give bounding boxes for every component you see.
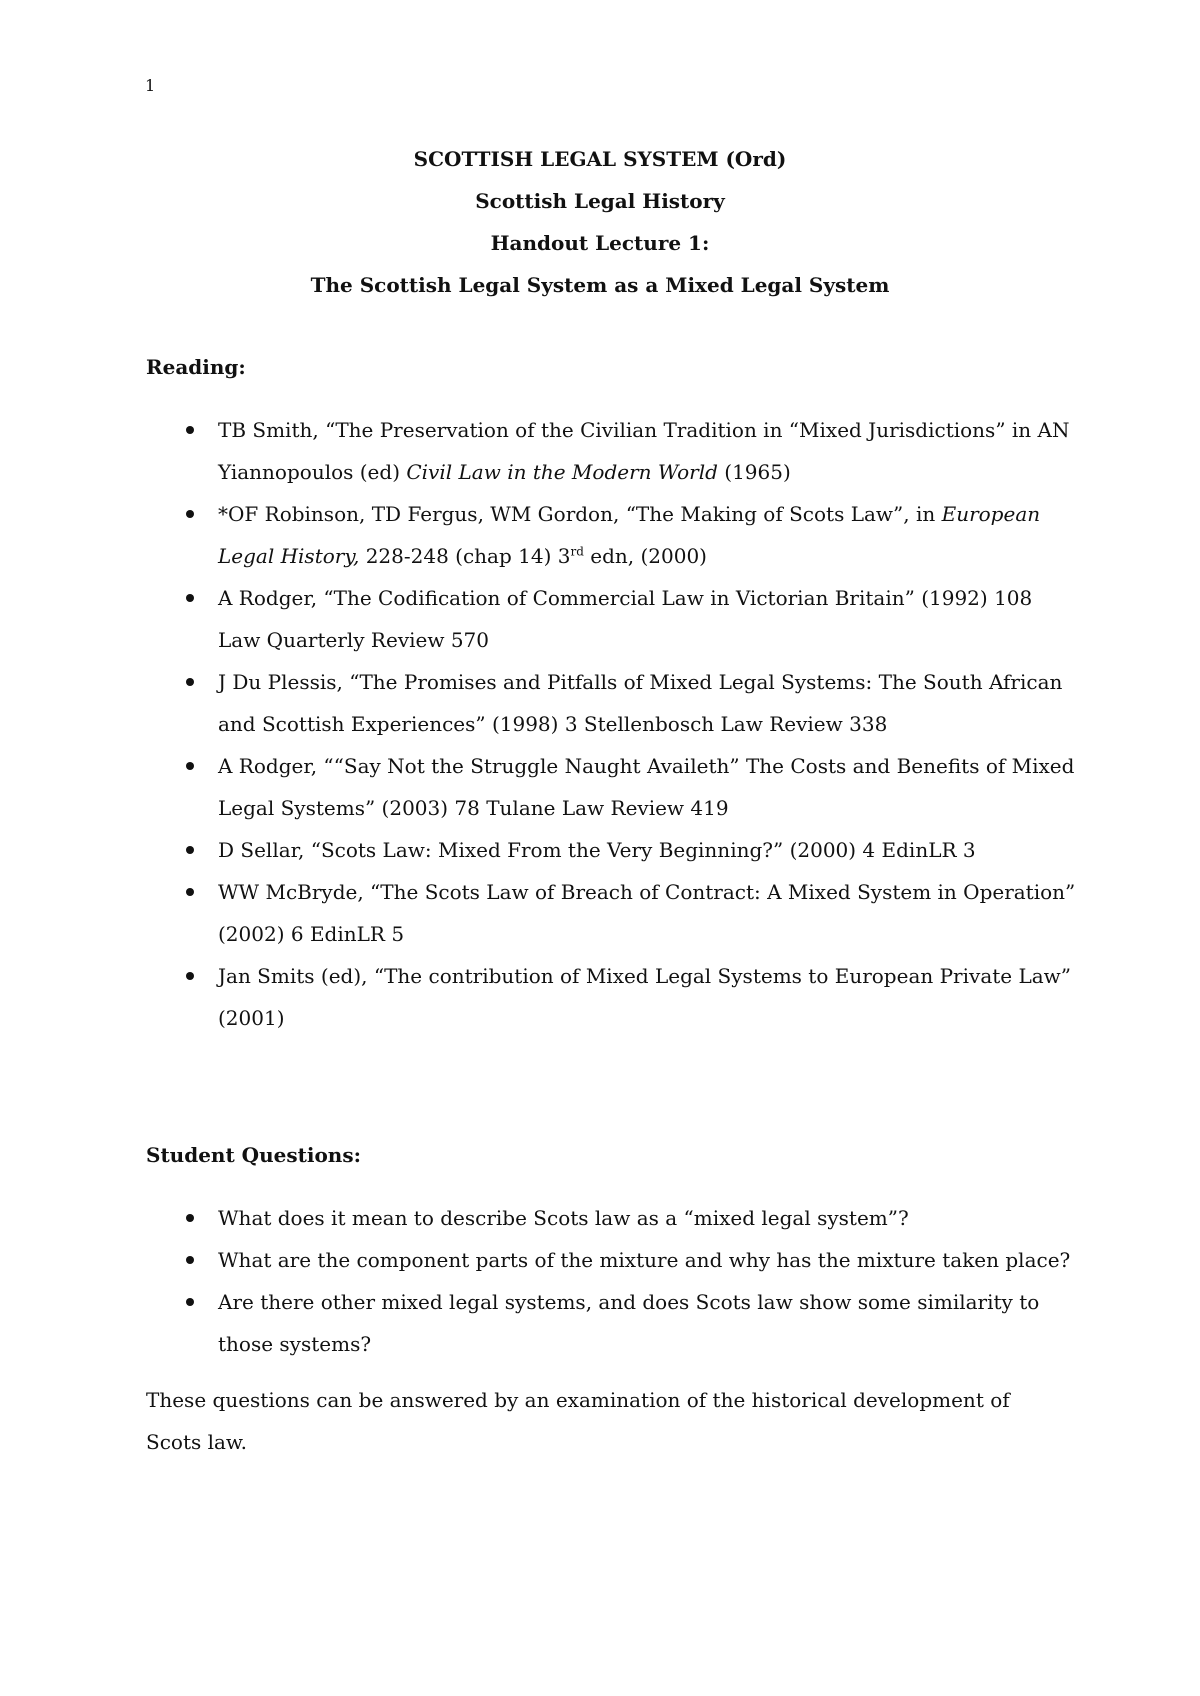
reading-item-text: Jan Smits (ed), “The contribution of Mixed Legal Systems to European Private Law” (2001): [218, 964, 1072, 1030]
module-title: Scottish Legal History: [475, 189, 725, 213]
bullet-icon: [186, 972, 194, 980]
reading-item-text: WW McBryde, “The Scots Law of Breach of Contract: A Mixed System in Operation” (2002) 6 EdinLR 5: [218, 880, 1076, 946]
reading-item-text: 228-248 (chap 14) 3: [359, 544, 571, 568]
list-item: [146, 745, 1076, 829]
reading-item-text: (1965): [717, 460, 791, 484]
reading-item-text: edn, (2000): [583, 544, 707, 568]
bullet-icon: [186, 888, 194, 896]
reading-item-text: A Rodger, “The Codification of Commercial Law in Victorian Britain” (1992) 108 Law Quarterly Review 570: [218, 586, 1033, 652]
questions-list: [146, 1197, 1076, 1365]
list-item: [146, 1197, 1076, 1239]
list-item: [146, 409, 1076, 493]
list-item: [146, 955, 1076, 1039]
handout-title: Handout Lecture 1:: [490, 231, 710, 255]
bullet-icon: [186, 846, 194, 854]
question-text: What are the component parts of the mixture and why has the mixture taken place?: [218, 1248, 1071, 1272]
list-item: [146, 577, 1076, 661]
reading-item-italic: European Legal History,: [218, 502, 1041, 568]
bullet-icon: [186, 594, 194, 602]
title-block: [0, 142, 1200, 310]
reading-item-italic: Civil Law in the Modern World: [406, 460, 718, 484]
question-text: Are there other mixed legal systems, and does Scots law show some similarity to those systems?: [218, 1290, 1040, 1356]
bullet-icon: [186, 1256, 194, 1264]
page-number: 1: [145, 76, 156, 95]
bullet-icon: [186, 426, 194, 434]
question-text: What does it mean to describe Scots law as a “mixed legal system”?: [218, 1206, 909, 1230]
lecture-title: The Scottish Legal System as a Mixed Legal System: [310, 273, 890, 297]
bullet-icon: [186, 1298, 194, 1306]
reading-item-superscript: rd: [570, 544, 584, 559]
list-item: [146, 871, 1076, 955]
list-item: [146, 493, 1076, 577]
reading-list: [146, 409, 1076, 1039]
reading-item-text: *OF Robinson, TD Fergus, WM Gordon, “The Making of Scots Law”, in: [218, 502, 942, 526]
list-item: [146, 1239, 1076, 1281]
course-title: SCOTTISH LEGAL SYSTEM (Ord): [413, 147, 787, 171]
bullet-icon: [186, 678, 194, 686]
list-item: [146, 661, 1076, 745]
conclusion-paragraph: These questions can be answered by an examination of the historical development of Scots law.: [146, 1388, 1010, 1454]
bullet-icon: [186, 1214, 194, 1222]
reading-item-text: D Sellar, “Scots Law: Mixed From the Very Beginning?” (2000) 4 EdinLR 3: [218, 838, 976, 862]
reading-item-text: J Du Plessis, “The Promises and Pitfalls of Mixed Legal Systems: The South African and Scottish Experiences” (1998) 3 Stellenbosch Law Review 338: [218, 670, 1063, 736]
bullet-icon: [186, 762, 194, 770]
reading-heading: Reading:: [146, 355, 246, 379]
reading-item-text: TB Smith, “The Preservation of the Civilian Tradition in “Mixed Jurisdictions” in AN Yiannopoulos (ed): [218, 418, 1070, 484]
questions-heading: Student Questions:: [146, 1143, 361, 1167]
reading-item-text: A Rodger, ““Say Not the Struggle Naught Availeth” The Costs and Benefits of Mixed Legal Systems” (2003) 78 Tulane Law Review 419: [218, 754, 1075, 820]
list-item: [146, 829, 1076, 871]
list-item: [146, 1281, 1076, 1365]
bullet-icon: [186, 510, 194, 518]
